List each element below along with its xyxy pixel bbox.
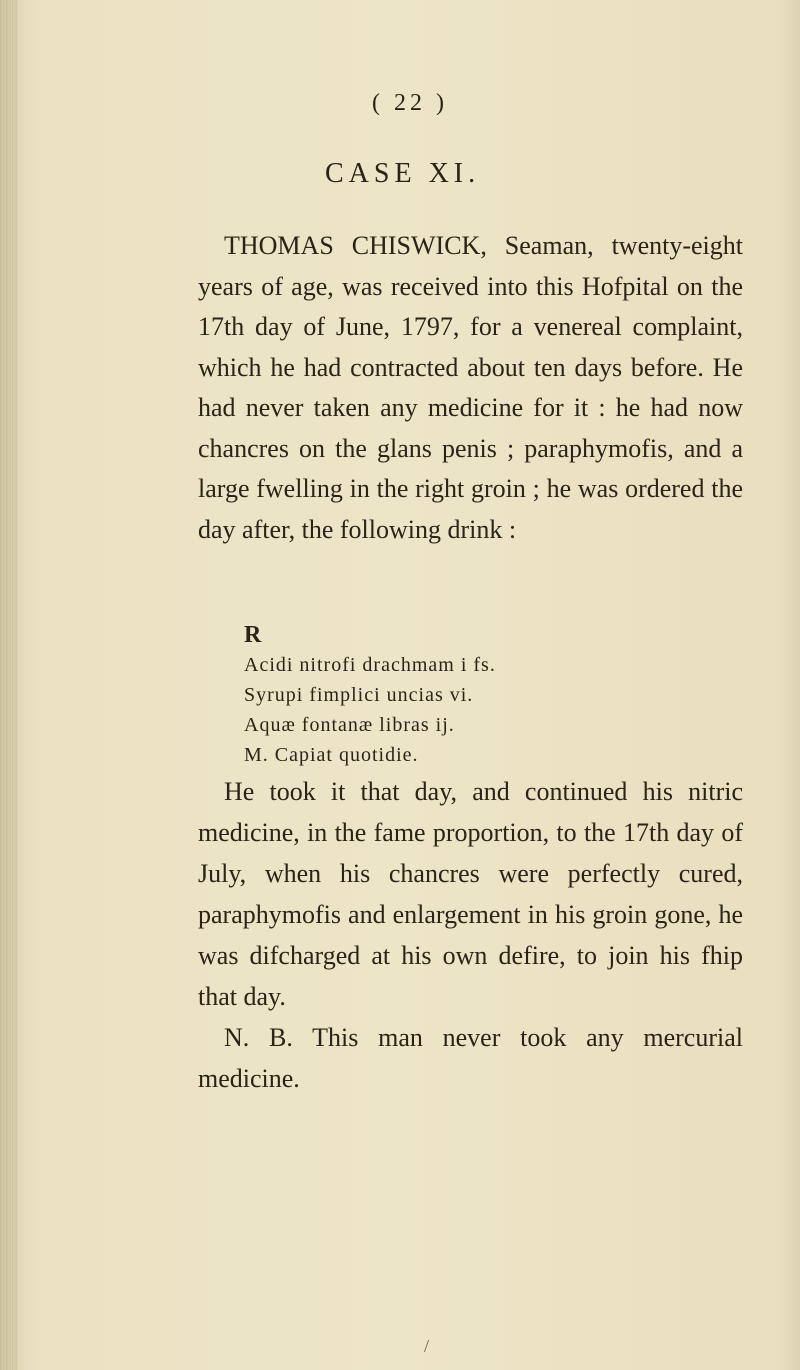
prescription-line: Acidi nitrofi drachmam i fs. [244, 654, 496, 676]
case-paragraph-1: THOMAS CHISWICK, Seaman, twenty-eight years of age, was received into this Hofpital on the 17th day of June, 1797, for a venereal complaint, which he had contracted about ten days before. He had never taken any medicine for it : he had now chancres on the glans penis ; paraphymofis, and a large fwelling in the right groin ; he was ordered the day after, the following drink : [198, 231, 743, 544]
case-title: CASE XI. [325, 158, 481, 189]
prescription-line: Aquæ fontanæ libras ij. [244, 714, 455, 736]
case-paragraph-2: He took it that day, and continued his nitric medicine, in the fame proportion, to the 17th day of July, when his chancres were perfectly cured, paraphymofis and enlargement in his groin gone, he was difcharged at his own defire, to join his fhip that day. [198, 777, 743, 1011]
case-description [198, 226, 743, 550]
recipe-symbol: R [244, 622, 262, 648]
case-note: N. B. This man never took any mercurial medicine. [198, 1023, 743, 1093]
stray-mark: / [424, 1336, 430, 1356]
prescription-line: M. Capiat quotidie. [244, 744, 419, 766]
case-outcome [198, 771, 743, 1099]
page-gutter [0, 0, 18, 1370]
prescription [244, 620, 496, 770]
prescription-line: Syrupi fimplici uncias vi. [244, 684, 474, 706]
page-number: ( 22 ) [372, 90, 448, 116]
